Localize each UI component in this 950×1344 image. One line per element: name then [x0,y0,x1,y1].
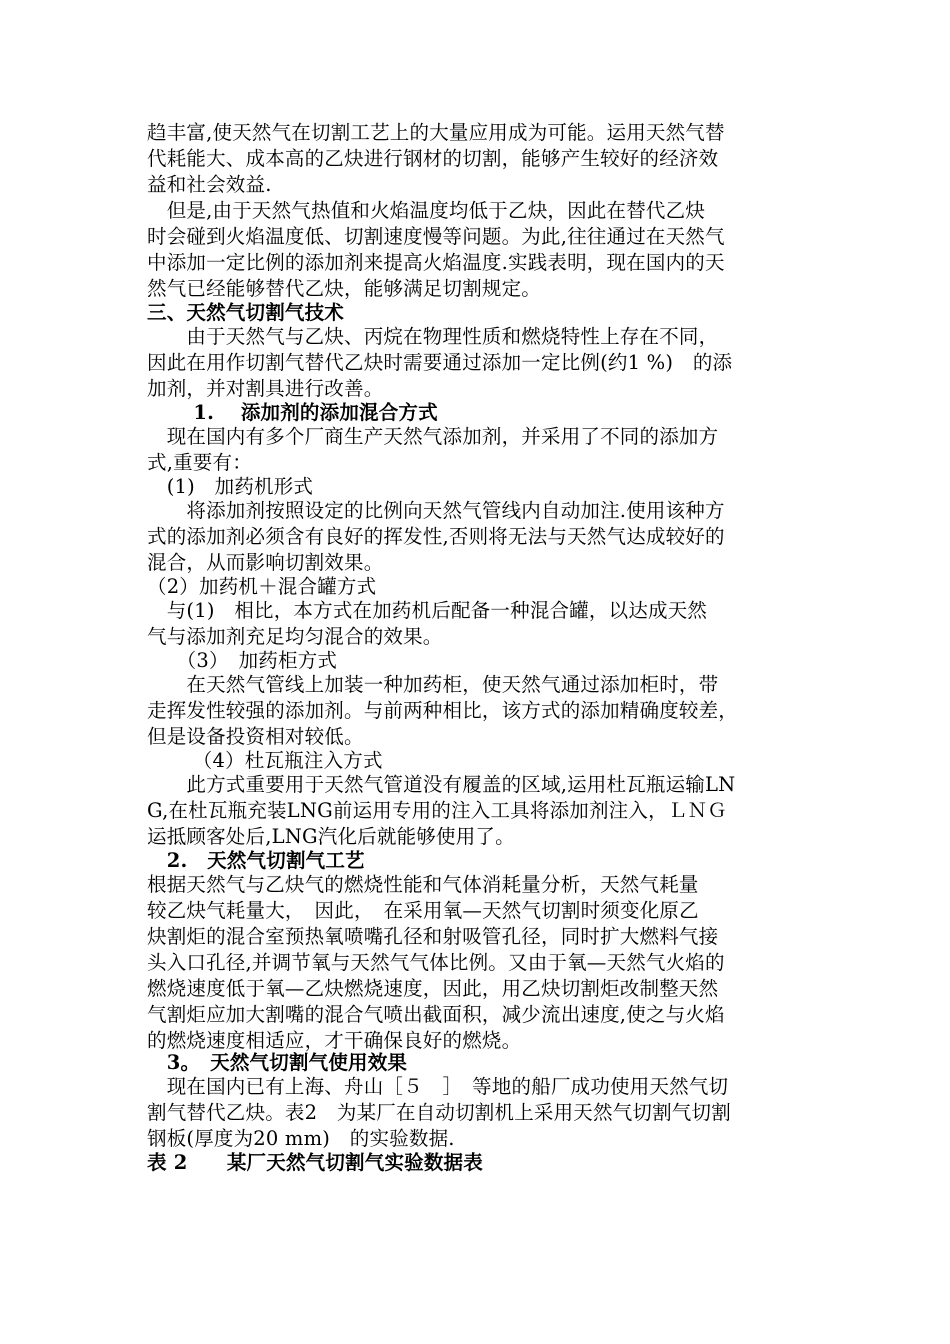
text-line: 气割炬应加大割嘴的混合气喷出截面积，减少流出速度,使之与火焰 [147,1003,725,1026]
table-caption: 表 2 某厂天然气切割气实验数据表 [147,1151,483,1174]
text-line: 混合，从而影响切割效果。 [147,551,384,574]
text-line: 由于天然气与乙炔、丙烷在物理性质和燃烧特性上存在不同， [147,325,719,348]
item-heading: （4）杜瓦瓶注入方式 [147,749,383,772]
text-line: 头入口孔径,并调节氧与天然气气体比例。又由于氧—天然气火焰的 [147,951,725,974]
text-line: 因此在用作切割气替代乙炔时需要通过添加一定比例(约1 %) 的添 [147,351,733,374]
text-line: 式的添加剂必须含有良好的挥发性,否则将无法与天然气达成较好的 [147,525,725,548]
text-line: 根据天然气与乙炔气的燃烧性能和气体消耗量分析，天然气耗量 [147,873,699,896]
text-line: G,在杜瓦瓶充装LNG前运用专用的注入工具将添加剂注入，ＬＮＧ [147,799,727,822]
text-line: 现在国内已有上海、舟山［５ ］ 等地的船厂成功使用天然气切 [147,1075,729,1098]
text-line: 气与添加剂充足均匀混合的效果。 [147,625,443,648]
text-line: 走挥发性较强的添加剂。与前两种相比，该方式的添加精确度较差， [147,699,739,722]
item-heading: （2）加药机＋混合罐方式 [147,575,377,598]
item-heading: （3） 加药柜方式 [147,649,338,672]
text-line: 加剂，并对割具进行改善。 [147,377,384,400]
text-line: 与(1) 相比，本方式在加药机后配备一种混合罐，以达成天然 [147,599,708,622]
section-heading: 三、天然气切割气技术 [147,301,345,324]
text-line: 趋丰富,使天然气在切割工艺上的大量应用成为可能。运用天然气替 [147,121,725,144]
text-line: 的燃烧速度相适应，才干确保良好的燃烧。 [147,1029,522,1052]
text-line: 割气替代乙炔。表2 为某厂在自动切割机上采用天然气切割气切割 [147,1101,731,1124]
item-heading: (1) 加药机形式 [147,475,314,498]
subsection-heading: 3。 天然气切割气使用效果 [147,1051,408,1074]
text-line: 中添加一定比例的添加剂来提高火焰温度.实践表明，现在国内的天 [147,251,725,274]
subsection-heading: 1. 添加剂的添加混合方式 [147,401,438,424]
text-line: 但是设备投资相对较低。 [147,725,364,748]
text-line: 代耗能大、成本高的乙炔进行钢材的切割，能够产生较好的经济效 [147,147,719,170]
text-line: 运抵顾客处后,LNG汽化后就能够使用了。 [147,825,515,848]
subsection-heading: 2. 天然气切割气工艺 [147,849,365,872]
text-line: 益和社会效益. [147,173,272,196]
text-line: 此方式重要用于天然气管道没有履盖的区域,运用杜瓦瓶运输LN [147,773,736,796]
text-line: 较乙炔气耗量大， 因此， 在采用氧—天然气切割时须变化原乙 [147,899,699,922]
text-line: 钢板(厚度为20 mm) 的实验数据. [147,1127,455,1150]
text-line: 时会碰到火焰温度低、切割速度慢等问题。为此,往往通过在天然气 [147,225,725,248]
text-line: 但是,由于天然气热值和火焰温度均低于乙炔，因此在替代乙炔 [147,199,705,222]
text-line: 然气已经能够替代乙炔，能够满足切割规定。 [147,277,542,300]
text-line: 现在国内有多个厂商生产天然气添加剂，并采用了不同的添加方 [147,425,719,448]
text-line: 燃烧速度低于氧—乙炔燃烧速度，因此，用乙炔切割炬改制整天然 [147,977,719,1000]
text-line: 将添加剂按照设定的比例向天然气管线内自动加注.使用该种方 [147,499,725,522]
text-line: 式,重要有： [147,451,252,474]
text-line: 炔割炬的混合室预热氧喷嘴孔径和射吸管孔径，同时扩大燃料气接 [147,925,719,948]
text-line: 在天然气管线上加装一种加药柜，使天然气通过添加柜时，带 [147,673,719,696]
